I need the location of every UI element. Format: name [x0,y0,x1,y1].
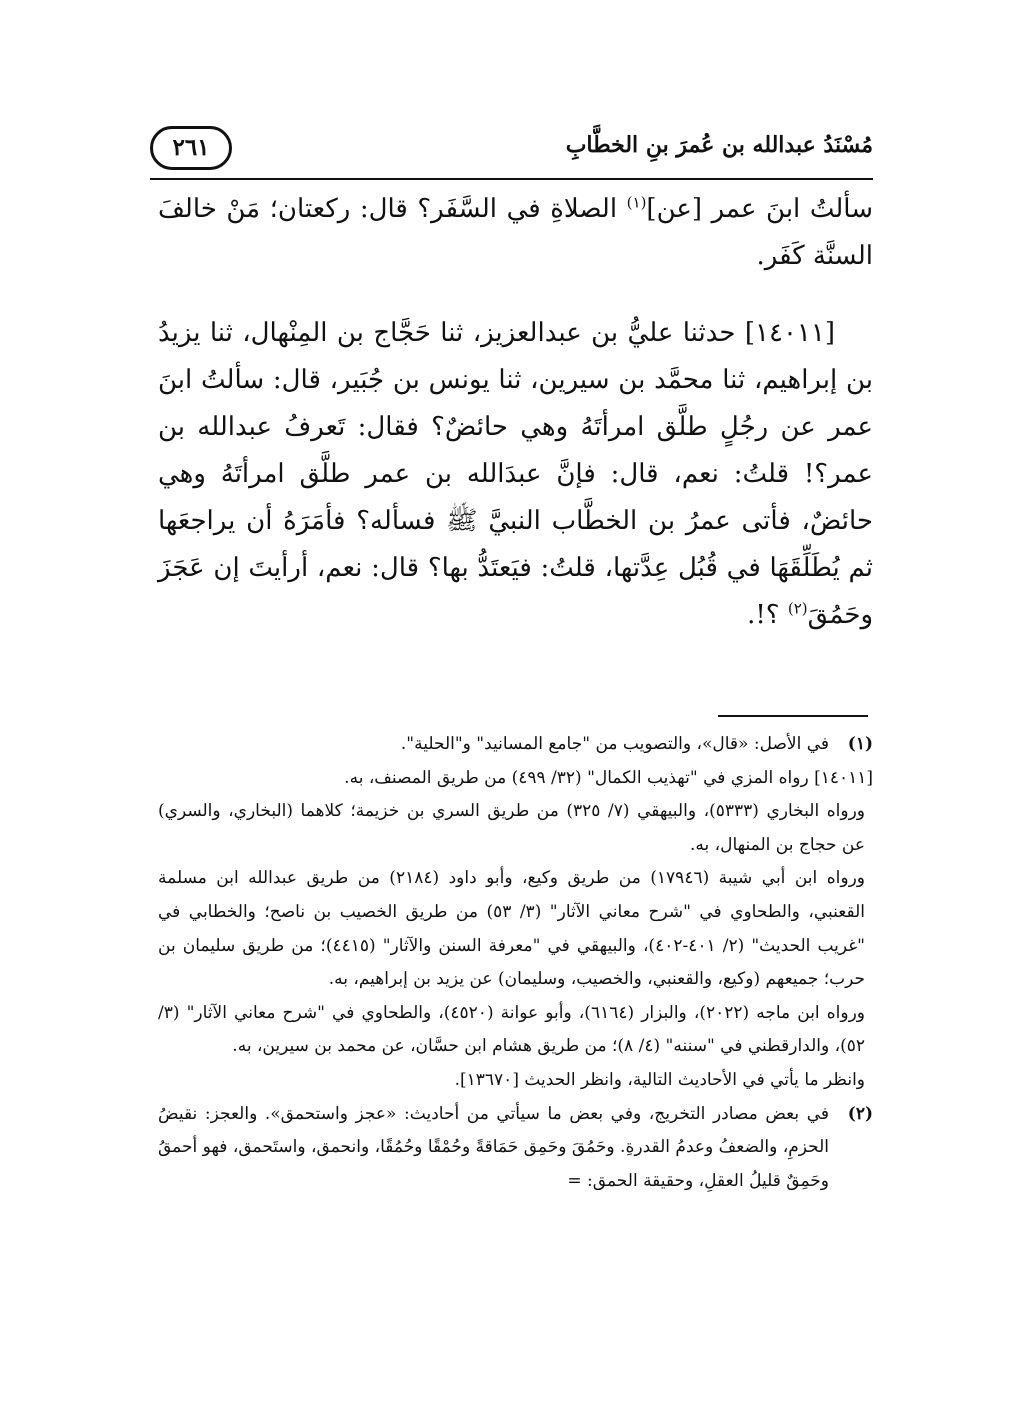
takhrij-paragraph-3: ورواه ابن ماجه (٢٠٢٢)، والبزار (٦١٦٤)، وأبو عوانة (٤٥٢٠)، والطحاوي في "شرح معاني الآثار" (٣/ ٥٢)، والدارقطني في "سننه" (٤/ ٨)؛ من طريق هشام ابن حسَّان، عن محمد بن سيرين، به. [158,1002,866,1057]
footnote-2-marker: (٢) [847,1103,873,1124]
footnote-1 [158,728,873,762]
main-text [158,186,873,639]
header-divider [150,178,873,180]
footnotes [158,728,873,1198]
takhrij-paragraph-4: وانظر ما يأتي في الأحاديث التالية، وانظر الحديث [١٣٦٧٠]. [454,1069,865,1090]
hadith-ending: ؟!. [747,600,788,630]
takhrij-paragraph-2: ورواه ابن أبي شيبة (١٧٩٤٦) من طريق وكيع، وأبو داود (٢١٨٤) من طريق عبدالله ابن مسلمة القعنبي، والطحاوي في "شرح معاني الآثار" (٣/ ٥٣) من طريق الخصيب بن ناصح؛ والخطابي في "غريب الحديث" (٢/ ٤٠١-٤٠٢)، والبيهقي في "معرفة السنن والآثار" (٤٤١٥)؛ من طريق سليمان بن حرب؛ جميعهم (وكيع، والقعنبي، والخصيب، وسليمان) عن يزيد بن إبراهيم، به. [158,868,865,990]
running-title: مُسْنَدُ عبدالله بن عُمرَ بنِ الخطَّابِ [565,132,873,158]
footnote-1-text: في الأصل: «قال»، والتصويب من "جامع المسانيد" و"الحلية". [400,734,829,754]
page-number: ٢٦١ [150,126,232,170]
footnote-ref-2[interactable]: (٢) [787,599,808,618]
page-header [150,120,873,176]
hadith-14011 [158,310,873,639]
footnote-ref-1[interactable]: (١) [626,193,647,212]
continuation-text: سألتُ ابنَ عمر [عن] [646,194,873,224]
footnote-2-text: في بعض مصادر التخريج، وفي بعض ما سيأتي من أحاديث: «عجز واستحمق». والعجز: نقيضُ الحزمِ، والضعفُ وعدمُ القدرةِ. وحَمُقَ وحَمِق حَمَاقةً وحُمْقًا وحُمُقًا، وانحمق، واستَحمق، فهو أحمقُ وحَمِقٌ قليلُ العقلِ، وحقيقة الحمق: = [158,1103,829,1191]
continuation-paragraph [158,186,873,280]
hadith-text: [١٤٠١١] حدثنا عليُّ بن عبدالعزيز، ثنا حَجَّاج بن المِنْهال، ثنا يزيدُ بن إبراهيم، ثنا محمَّد بن سيرين، ثنا يونس بن جُبَير، قال: سألتُ ابنَ عمر عن رجُلٍ طلَّق امرأتَهُ وهي حائضٌ؟ فقال: تَعرفُ عبدالله بن عمر؟! قلتُ: نعم، قال: فإنَّ عبدَالله بن عمر طلَّق امرأتَهُ وهي حائضٌ، فأتى عمرُ بن الخطَّاب النبيَّ ﷺ فسأله؟ فأمَرَهُ أن يراجعَها ثم يُطَلِّقَهَا في قُبُل عِدَّتها، قلتُ: فيَعتَدُّ بها؟ قال: نعم، أرأيتَ إن عَجَزَ وحَمُقَ [158,318,873,630]
continuation-rest: الصلاةِ في السَّفَر؟ قال: ركعتان؛ مَنْ خالفَ السنَّة كَفَر. [158,194,873,271]
footnote-2 [158,1098,873,1199]
footnote-divider [718,715,868,717]
takhrij-paragraph-1: ورواه البخاري (٥٣٣٣)، والبيهقي (٧/ ٣٢٥) من طريق السري بن خزيمة؛ كلاهما (البخاري، والسري) عن حجاج بن المنهال، به. [158,801,865,855]
takhrij-lead: [١٤٠١١] رواه المزي في "تهذيب الكمال" (٣٢/ ٤٩٩) من طريق المصنف، به. [344,767,873,788]
footnote-1-marker: (١) [847,734,873,754]
